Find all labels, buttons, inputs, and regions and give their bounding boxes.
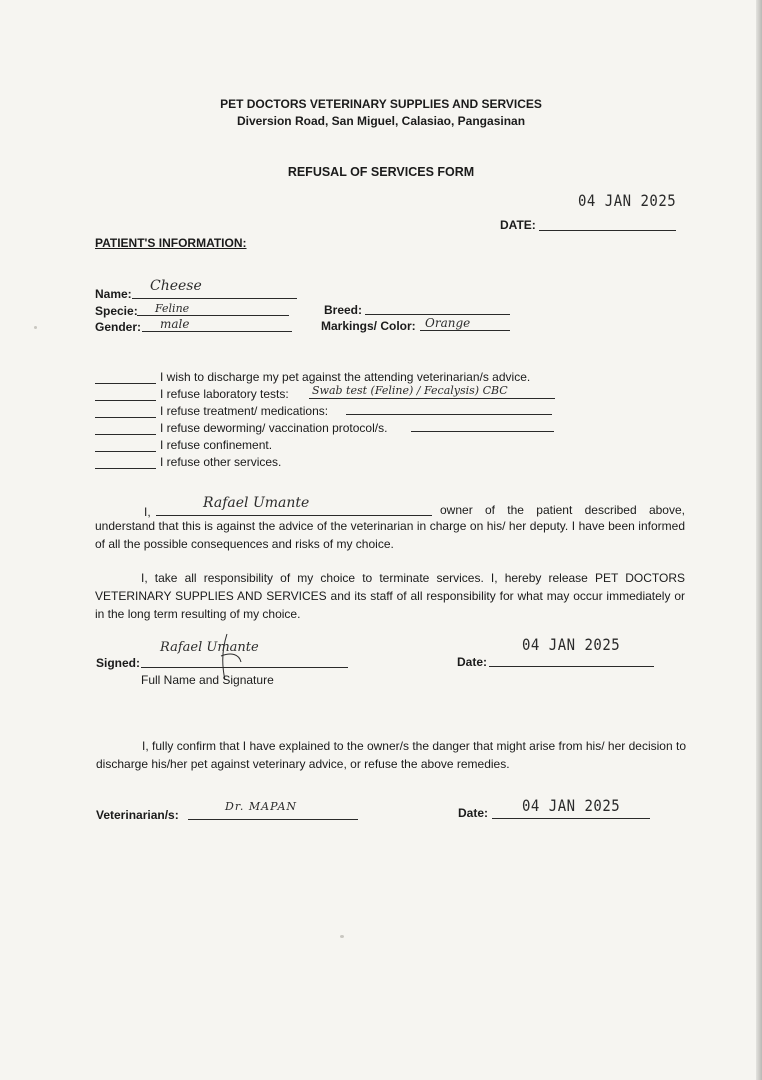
org-name: PET DOCTORS VETERINARY SUPPLIES AND SERVICES (220, 97, 542, 111)
date-stamp-signed: 04 JAN 2025 (522, 636, 621, 655)
gender-line[interactable] (142, 331, 292, 332)
refusal-detail-line[interactable] (411, 431, 554, 432)
name-line[interactable] (132, 298, 297, 299)
vet-value: Dr. MAPAN (225, 800, 298, 813)
paper-speck (34, 326, 37, 329)
refusal-text: I refuse confinement. (160, 438, 273, 452)
gender-label: Gender: (95, 320, 142, 334)
name-label: Name: (95, 287, 132, 301)
lab-tests-value: Swab test (Feline) / Fecalysis) CBC (312, 384, 508, 397)
signature-caption: Full Name and Signature (141, 673, 274, 687)
markings-line[interactable] (420, 330, 510, 331)
page-edge-shadow (756, 0, 762, 1080)
markings-label: Markings/ Color: (321, 319, 416, 333)
signed-line[interactable] (141, 667, 348, 668)
statement-paragraph-1: understand that this is against the advice of the veterinarian in charge on his/ her deputy. I have been informed of all the possible consequences and risks of my choice. (95, 519, 685, 551)
refusal-detail-line[interactable] (309, 398, 555, 399)
patient-section-title: PATIENT'S INFORMATION: (95, 236, 247, 250)
vet-label: Veterinarian/s: (96, 808, 179, 822)
name-value: Cheese (150, 278, 202, 294)
statement-paragraph-2-text: I, take all responsibility of my choice to terminate services. I, hereby release PET DOCTORS VETERINARY SUPPLIES AND SERVICES and its staff of all responsibility for what may occur immediately or in the long term resulting of my choice. (95, 571, 685, 621)
confirmation-paragraph-text: I, fully confirm that I have explained to the owner/s the danger that might arise from his/ her decision to discharge his/her pet against veterinary advice, or refuse the above remedies. (96, 739, 686, 771)
owner-name-value: Rafael Umante (203, 495, 310, 511)
refusal-text: I refuse treatment/ medications: (160, 404, 329, 418)
refusal-text: I refuse laboratory tests: (160, 387, 289, 401)
date-stamp-top: 04 JAN 2025 (578, 192, 677, 211)
confirmation-paragraph (96, 737, 686, 773)
refusal-text: I refuse deworming/ vaccination protocol/s. (160, 421, 388, 435)
refusal-checkline[interactable] (95, 417, 156, 418)
specie-value: Feline (155, 302, 190, 315)
refusal-checkline[interactable] (95, 383, 156, 384)
breed-line[interactable] (365, 314, 510, 315)
form-title: REFUSAL OF SERVICES FORM (287, 165, 475, 179)
date-stamp-vet: 04 JAN 2025 (522, 797, 621, 816)
gender-value: male (160, 317, 190, 331)
specie-label: Specie: (95, 304, 138, 318)
vet-date-label: Date: (458, 806, 489, 820)
breed-label: Breed: (324, 303, 363, 317)
refusal-text: I refuse other services. (160, 455, 282, 469)
markings-value: Orange (425, 316, 471, 330)
statement-paragraph-2 (95, 569, 685, 623)
vet-date-line[interactable] (492, 818, 650, 819)
owner-name-line[interactable] (156, 515, 432, 516)
owner-prefix: I, (144, 505, 151, 519)
org-address: Diversion Road, San Miguel, Calasiao, Pangasinan (236, 114, 526, 128)
signed-date-line[interactable] (489, 666, 654, 667)
date-line-top[interactable] (539, 230, 676, 231)
refusal-checkline[interactable] (95, 451, 156, 452)
signed-date-label: Date: (457, 655, 488, 669)
owner-suffix: owner of the patient described above, (440, 503, 685, 517)
refusal-text: I wish to discharge my pet against the attending veterinarian/s advice. (160, 370, 531, 384)
signature-value: Rafael Umante (160, 640, 259, 655)
signed-label: Signed: (96, 656, 140, 670)
paper-speck (340, 935, 344, 938)
refusal-checkline[interactable] (95, 468, 156, 469)
refusal-checkline[interactable] (95, 434, 156, 435)
refusal-detail-line[interactable] (346, 414, 552, 415)
vet-line[interactable] (188, 819, 358, 820)
date-label-top: DATE: (500, 218, 536, 232)
refusal-checkline[interactable] (95, 400, 156, 401)
